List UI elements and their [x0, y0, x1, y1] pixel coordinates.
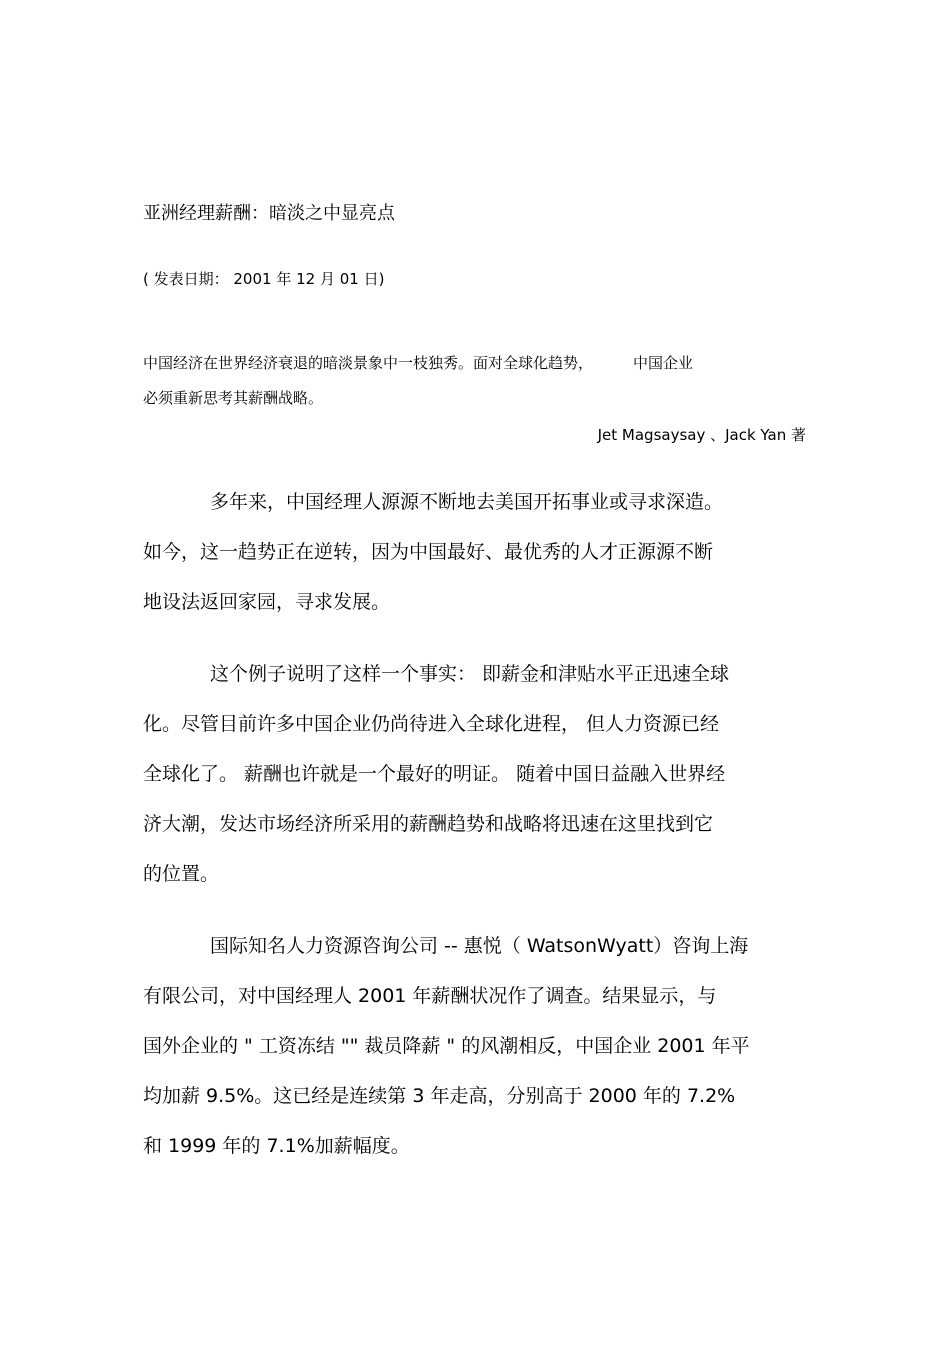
- paragraph-1-line: 多年来，中国经理人源源不断地去美国开拓事业或寻求深造。: [210, 491, 724, 513]
- paragraph-2-line: 这个例子说明了这样一个事实： 即薪金和津贴水平正迅速全球: [210, 663, 730, 685]
- paragraph-3-line: 国外企业的 " 工资冻结 "" 裁员降薪 " 的风潮相反，中国企业 2001 年平: [143, 1035, 750, 1057]
- paragraph-2-line: 的位置。: [143, 863, 220, 885]
- summary-text-b: 中国企业: [633, 354, 694, 372]
- paragraph-2-line: 化。尽管目前许多中国企业仍尚待进入全球化进程， 但人力资源已经: [143, 713, 720, 735]
- article-title: 亚洲经理薪酬：暗淡之中显亮点: [143, 203, 395, 224]
- paragraph-2-line: 全球化了。 薪酬也许就是一个最好的明证。 随着中国日益融入世界经: [143, 763, 726, 785]
- paragraph-2-line: 济大潮，发达市场经济所采用的薪酬趋势和战略将迅速在这里找到它: [143, 813, 714, 835]
- paragraph-1-line: 如今，这一趋势正在逆转，因为中国最好、最优秀的人才正源源不断: [143, 541, 714, 563]
- paragraph-1-line: 地设法返回家园，寻求发展。: [143, 591, 391, 613]
- paragraph-3-line: 有限公司，对中国经理人 2001 年薪酬状况作了调查。结果显示，与: [143, 985, 717, 1007]
- summary-line-2: 必须重新思考其薪酬战略。: [143, 389, 324, 407]
- paragraph-3-line: 均加薪 9.5%。这已经是连续第 3 年走高，分别高于 2000 年的 7.2%: [143, 1085, 736, 1107]
- paragraph-3-line: 国际知名人力资源咨询公司 -- 惠悦（ WatsonWyatt）咨询上海: [210, 935, 749, 957]
- publish-date: ( 发表日期： 2001 年 12 月 01 日): [143, 270, 385, 288]
- author-byline: Jet Magsaysay 、Jack Yan 著: [597, 426, 806, 444]
- summary-text-a: 中国经济在世界经济衰退的暗淡景象中一枝独秀。面对全球化趋势，: [143, 354, 594, 372]
- summary-line-1: [143, 350, 693, 376]
- paragraph-3-line: 和 1999 年的 7.1%加薪幅度。: [143, 1135, 410, 1157]
